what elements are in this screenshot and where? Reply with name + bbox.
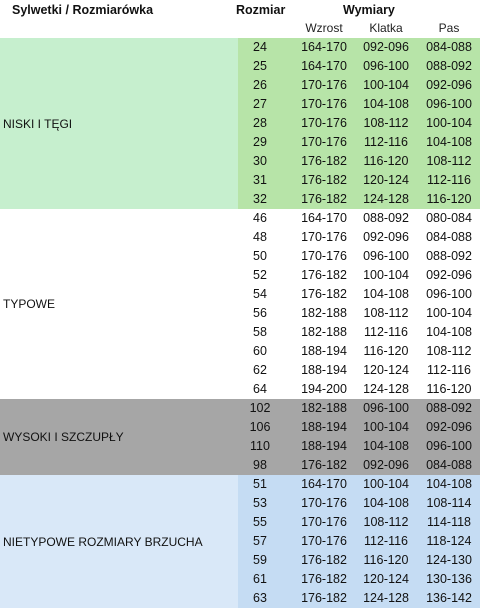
waist-cell: 108-112 — [426, 344, 472, 358]
table-row — [0, 190, 480, 209]
chest-cell: 092-096 — [363, 40, 409, 54]
waist-cell: 088-092 — [426, 59, 472, 73]
height-cell: 170-176 — [301, 116, 347, 130]
table-row — [0, 95, 480, 114]
size-cell: 62 — [253, 363, 267, 377]
table-row — [0, 399, 480, 418]
group-label: WYSOKI I SZCZUPŁY — [3, 430, 124, 444]
size-group — [0, 399, 480, 475]
size-cell: 59 — [253, 553, 267, 567]
chest-cell: 092-096 — [363, 458, 409, 472]
waist-cell: 084-088 — [426, 458, 472, 472]
waist-cell: 092-096 — [426, 268, 472, 282]
height-cell: 170-176 — [301, 78, 347, 92]
size-cell: 28 — [253, 116, 267, 130]
waist-cell: 080-084 — [426, 211, 472, 225]
table-row — [0, 285, 480, 304]
group-label: NISKI I TĘGI — [3, 116, 73, 131]
size-cell: 53 — [253, 496, 267, 510]
height-cell: 170-176 — [301, 534, 347, 548]
height-cell: 188-194 — [301, 439, 347, 453]
chest-cell: 124-128 — [363, 382, 409, 396]
waist-cell: 114-118 — [426, 515, 472, 529]
size-cell: 98 — [253, 458, 267, 472]
height-cell: 170-176 — [301, 97, 347, 111]
table-row — [0, 304, 480, 323]
waist-cell: 112-116 — [426, 363, 472, 377]
size-cell: 54 — [253, 287, 267, 301]
height-cell: 182-188 — [301, 401, 347, 415]
table-row — [0, 114, 480, 133]
table-row — [0, 551, 480, 570]
height-cell: 170-176 — [301, 249, 347, 263]
size-cell: 51 — [253, 477, 267, 491]
height-cell: 176-182 — [301, 192, 347, 206]
height-cell: 164-170 — [301, 40, 347, 54]
waist-cell: 136-142 — [426, 591, 472, 605]
size-cell: 48 — [253, 230, 267, 244]
chest-cell: 112-116 — [363, 325, 409, 339]
size-cell: 32 — [253, 192, 267, 206]
size-cell: 110 — [250, 439, 270, 453]
height-cell: 188-194 — [301, 344, 347, 358]
size-cell: 64 — [253, 382, 267, 396]
table-row — [0, 475, 480, 494]
waist-cell: 104-108 — [426, 477, 472, 491]
group-label: NIETYPOWE ROZMIARY BRZUCHA — [3, 534, 203, 549]
table-row — [0, 76, 480, 95]
table-row — [0, 418, 480, 437]
height-cell: 170-176 — [301, 496, 347, 510]
height-cell: 188-194 — [301, 420, 347, 434]
chest-cell: 112-116 — [363, 135, 409, 149]
chest-cell: 120-124 — [363, 173, 409, 187]
table-row — [0, 57, 480, 76]
height-cell: 176-182 — [301, 268, 347, 282]
table-row — [0, 38, 480, 57]
table-row — [0, 247, 480, 266]
chest-cell: 108-112 — [363, 116, 409, 130]
table-row — [0, 152, 480, 171]
table-row — [0, 342, 480, 361]
height-cell: 176-182 — [301, 154, 347, 168]
chest-cell: 104-108 — [363, 439, 409, 453]
size-cell: 61 — [253, 572, 267, 586]
table-row — [0, 532, 480, 551]
waist-cell: 116-120 — [426, 192, 472, 206]
chest-cell: 104-108 — [363, 287, 409, 301]
height-cell: 176-182 — [301, 553, 347, 567]
waist-cell: 096-100 — [426, 439, 472, 453]
height-cell: 170-176 — [301, 515, 347, 529]
size-cell: 63 — [253, 591, 267, 605]
size-cell: 46 — [253, 211, 267, 225]
size-cell: 24 — [253, 40, 267, 54]
size-group — [0, 209, 480, 399]
size-cell: 58 — [253, 325, 267, 339]
chest-cell: 108-112 — [363, 515, 409, 529]
waist-cell: 096-100 — [426, 97, 472, 111]
size-cell: 56 — [253, 306, 267, 320]
chest-cell: 104-108 — [363, 97, 409, 111]
chest-cell: 124-128 — [363, 192, 409, 206]
chest-cell: 100-104 — [363, 78, 409, 92]
size-cell: 52 — [253, 268, 267, 282]
table-row — [0, 266, 480, 285]
table-row — [0, 361, 480, 380]
waist-cell: 096-100 — [426, 287, 472, 301]
height-cell: 170-176 — [301, 230, 347, 244]
table-row — [0, 589, 480, 608]
waist-cell: 084-088 — [426, 40, 472, 54]
chest-cell: 116-120 — [363, 553, 409, 567]
table-row — [0, 209, 480, 228]
waist-cell: 088-092 — [426, 401, 472, 415]
waist-cell: 124-130 — [426, 553, 472, 567]
chest-cell: 096-100 — [363, 249, 409, 263]
size-cell: 31 — [253, 173, 267, 187]
group-label: TYPOWE — [3, 297, 56, 311]
waist-cell: 092-096 — [426, 78, 472, 92]
waist-cell: 104-108 — [426, 325, 472, 339]
height-cell: 176-182 — [301, 591, 347, 605]
chest-cell: 096-100 — [363, 401, 409, 415]
height-cell: 176-182 — [301, 173, 347, 187]
waist-cell: 108-112 — [426, 154, 472, 168]
size-cell: 27 — [253, 97, 267, 111]
table-row — [0, 380, 480, 399]
table-row — [0, 494, 480, 513]
waist-cell: 112-116 — [426, 173, 472, 187]
height-cell: 164-170 — [301, 211, 347, 225]
table-row — [0, 456, 480, 475]
waist-cell: 116-120 — [426, 382, 472, 396]
waist-cell: 100-104 — [426, 116, 472, 130]
table-row — [0, 133, 480, 152]
header-measurements: Wymiary — [343, 3, 395, 17]
table-row — [0, 323, 480, 342]
height-cell: 188-194 — [301, 363, 347, 377]
chest-cell: 116-120 — [363, 154, 409, 168]
table-row — [0, 228, 480, 247]
size-cell: 106 — [249, 420, 271, 434]
height-cell: 176-182 — [301, 572, 347, 586]
height-cell: 182-188 — [301, 325, 347, 339]
subheader-waist: Pas — [438, 21, 460, 35]
height-cell: 164-170 — [301, 59, 347, 73]
chest-cell: 104-108 — [363, 496, 409, 510]
size-cell: 30 — [253, 154, 267, 168]
subheader-height: Wzrost — [305, 21, 343, 35]
size-cell: 26 — [253, 78, 267, 92]
size-cell: 60 — [253, 344, 267, 358]
chest-cell: 100-104 — [363, 268, 409, 282]
waist-cell: 108-114 — [426, 496, 472, 510]
size-cell: 102 — [249, 401, 271, 415]
size-cell: 55 — [253, 515, 267, 529]
header-silhouettes: Sylwetki / Rozmiarówka — [12, 3, 154, 17]
waist-cell: 088-092 — [426, 249, 472, 263]
chest-cell: 120-124 — [363, 363, 409, 377]
waist-cell: 130-136 — [426, 572, 472, 586]
chest-cell: 124-128 — [363, 591, 409, 605]
table-row — [0, 171, 480, 190]
table-row — [0, 437, 480, 456]
chest-cell: 112-116 — [363, 534, 409, 548]
chest-cell: 088-092 — [363, 211, 409, 225]
header-size: Rozmiar — [236, 3, 286, 17]
height-cell: 170-176 — [301, 135, 347, 149]
waist-cell: 084-088 — [426, 230, 472, 244]
size-cell: 25 — [253, 59, 267, 73]
chest-cell: 108-112 — [363, 306, 409, 320]
height-cell: 182-188 — [301, 306, 347, 320]
waist-cell: 100-104 — [426, 306, 472, 320]
chest-cell: 100-104 — [363, 477, 409, 491]
chest-cell: 096-100 — [363, 59, 409, 73]
height-cell: 194-200 — [301, 382, 347, 396]
table-row — [0, 570, 480, 589]
height-cell: 176-182 — [301, 287, 347, 301]
waist-cell: 092-096 — [426, 420, 472, 434]
table-row — [0, 513, 480, 532]
size-group — [0, 38, 480, 209]
size-group — [0, 475, 480, 608]
chest-cell: 092-096 — [363, 230, 409, 244]
height-cell: 164-170 — [301, 477, 347, 491]
chest-cell: 116-120 — [363, 344, 409, 358]
subheader-chest: Klatka — [369, 21, 403, 35]
size-cell: 29 — [253, 135, 267, 149]
waist-cell: 104-108 — [426, 135, 472, 149]
waist-cell: 118-124 — [426, 534, 472, 548]
size-cell: 50 — [253, 249, 267, 263]
chest-cell: 100-104 — [363, 420, 409, 434]
size-cell: 57 — [253, 534, 267, 548]
chest-cell: 120-124 — [363, 572, 409, 586]
height-cell: 176-182 — [301, 458, 347, 472]
